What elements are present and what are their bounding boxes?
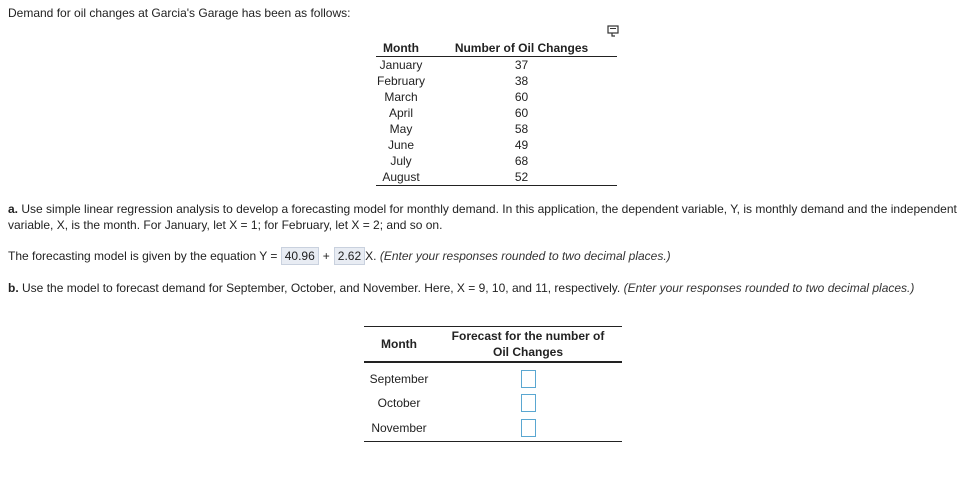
forecast-value-cell bbox=[434, 415, 622, 442]
forecast-header-line1: Forecast for the number of bbox=[451, 329, 605, 343]
col-header-month: Month bbox=[376, 38, 426, 57]
problem-intro: Demand for oil changes at Garcia's Garage has been as follows: bbox=[8, 6, 351, 20]
table-row bbox=[376, 73, 617, 89]
month-cell: April bbox=[388, 106, 413, 120]
forecast-month-cell: November bbox=[364, 415, 434, 442]
forecast-col-header-forecast bbox=[434, 327, 622, 363]
table-row bbox=[376, 169, 617, 186]
forecast-month-cell: September bbox=[369, 372, 429, 386]
value-cell: 52 bbox=[426, 169, 617, 186]
forecast-header-line2: Oil Changes bbox=[492, 345, 563, 359]
table-row bbox=[364, 415, 622, 442]
month-cell: August bbox=[376, 169, 426, 186]
slope-answer[interactable]: 2.62 bbox=[334, 247, 365, 265]
model-hint: (Enter your responses rounded to two decimal places.) bbox=[379, 249, 671, 263]
part-b-question bbox=[8, 280, 948, 296]
forecast-november-input[interactable] bbox=[521, 419, 536, 437]
table-row bbox=[364, 362, 622, 391]
part-a-text: Use simple linear regression analysis to develop a forecasting model for monthly demand. In this application, the dependent variable, Y, is monthly demand and the independent variable, X, is the month. For January, let X = 1; for February, let X = 2; and so on. bbox=[8, 202, 957, 232]
part-a-question bbox=[8, 201, 968, 233]
forecast-table bbox=[364, 326, 622, 442]
data-table-header-row bbox=[376, 38, 617, 57]
table-row bbox=[364, 391, 622, 415]
forecast-value-cell bbox=[434, 391, 622, 415]
month-cell: June bbox=[387, 138, 415, 152]
part-b-hint: (Enter your responses rounded to two decimal places.) bbox=[623, 281, 915, 295]
intercept-answer[interactable]: 40.96 bbox=[281, 247, 319, 265]
value-cell: 60 bbox=[514, 90, 529, 104]
value-cell: 49 bbox=[514, 138, 529, 152]
copy-table-icon[interactable] bbox=[607, 25, 621, 37]
forecast-october-input[interactable] bbox=[521, 394, 536, 412]
part-b-label: b. bbox=[8, 281, 19, 295]
month-cell: March bbox=[384, 90, 418, 104]
table-row bbox=[376, 153, 617, 169]
forecast-col-header-month: Month bbox=[364, 327, 434, 363]
col-header-oil-changes: Number of Oil Changes bbox=[426, 38, 617, 57]
forecast-september-input[interactable] bbox=[521, 370, 536, 388]
value-cell: 60 bbox=[514, 106, 529, 120]
forecast-month-cell: October bbox=[377, 396, 421, 410]
table-row bbox=[376, 89, 617, 105]
model-prefix: The forecasting model is given by the equation Y = bbox=[8, 249, 278, 263]
month-cell: May bbox=[389, 122, 413, 136]
value-cell: 38 bbox=[514, 74, 529, 88]
table-row bbox=[376, 137, 617, 153]
model-suffix: X. bbox=[365, 249, 377, 263]
part-b-text: Use the model to forecast demand for September, October, and November. Here, X = 9, 10, and 11, respectively. bbox=[22, 281, 621, 295]
month-cell: February bbox=[376, 74, 426, 88]
part-a-label: a. bbox=[8, 202, 19, 216]
month-cell: July bbox=[390, 154, 412, 168]
value-cell: 58 bbox=[514, 122, 529, 136]
oil-change-demand-table bbox=[376, 38, 617, 186]
forecasting-model-line bbox=[8, 246, 671, 266]
value-cell: 37 bbox=[514, 58, 529, 72]
table-row bbox=[376, 121, 617, 137]
forecast-value-cell bbox=[434, 362, 622, 391]
value-cell: 68 bbox=[514, 154, 529, 168]
month-cell: January bbox=[379, 58, 423, 72]
forecast-table-header-row bbox=[364, 327, 622, 363]
table-row bbox=[376, 105, 617, 121]
table-row bbox=[376, 57, 617, 74]
model-operator: + bbox=[322, 249, 330, 263]
